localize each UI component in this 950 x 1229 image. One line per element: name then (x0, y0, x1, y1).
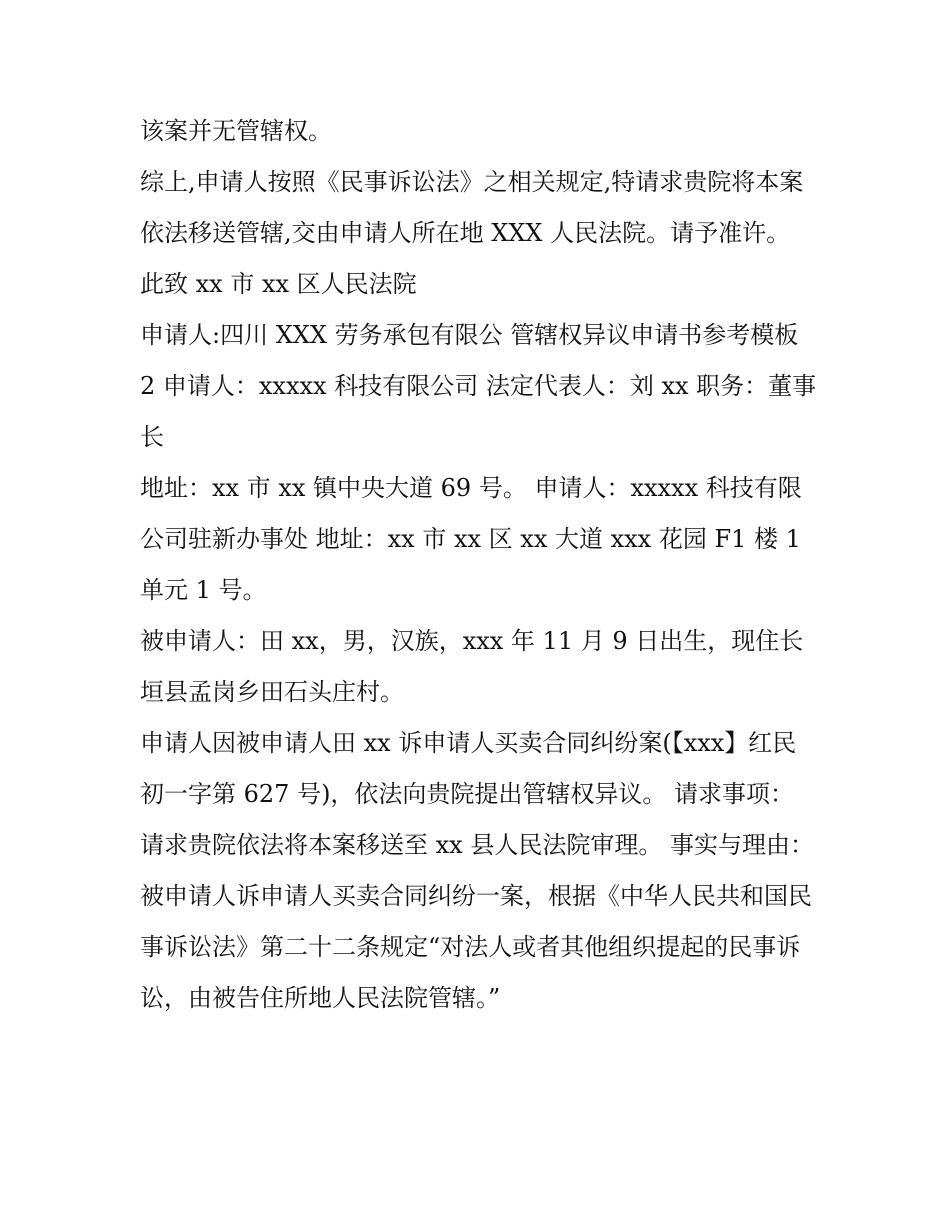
paragraph-jurisdiction-note: 该案并无管辖权。 (140, 117, 332, 145)
paragraph-request-item: 请求贵院依法将本案移送至 xx 县人民法院审理。 事实与理由： (140, 831, 814, 859)
paragraph-respondent-info: 被申请人：田 xx，男，汉族，xxx 年 11 月 9 日出生，现住长垣县孟岗乡田石头庄村。 (140, 627, 804, 706)
paragraph-applicant-address: 地址：xx 市 xx 镇中央大道 69 号。 申请人：xxxxx 科技有限公司驻新办事处 地址：xx 市 xx 区 xx 大道 xxx 花园 F1 楼 1 单元 1 号。 (140, 474, 809, 604)
paragraph-transfer-request: 综上,申请人按照《民事诉讼法》之相关规定,特请求贵院将本案依法移送管辖,交由申请人所在地 XXX 人民法院。请予准许。 此致 xx 市 xx 区人民法院 (140, 168, 804, 298)
paragraph-legal-basis: 被申请人诉申请人买卖合同纠纷一案，根据《中华人民共和国民事诉讼法》第二十二条规定“对法人或者其他组织提起的民事诉讼，由被告住所地人民法院管辖。” (140, 882, 812, 1012)
paragraph-applicant-info: 申请人:四川 XXX 劳务承包有限公 管辖权异议申请书参考模板 2 申请人：xxxxx 科技有限公司 法定代表人：刘 xx 职务：董事长 (140, 321, 817, 451)
document-body (140, 106, 820, 1024)
paragraph-objection-statement: 申请人因被申请人田 xx 诉申请人买卖合同纠纷案(【xxx】红民初一字第 627 号)，依法向贵院提出管辖权异议。 请求事项： (140, 729, 797, 808)
